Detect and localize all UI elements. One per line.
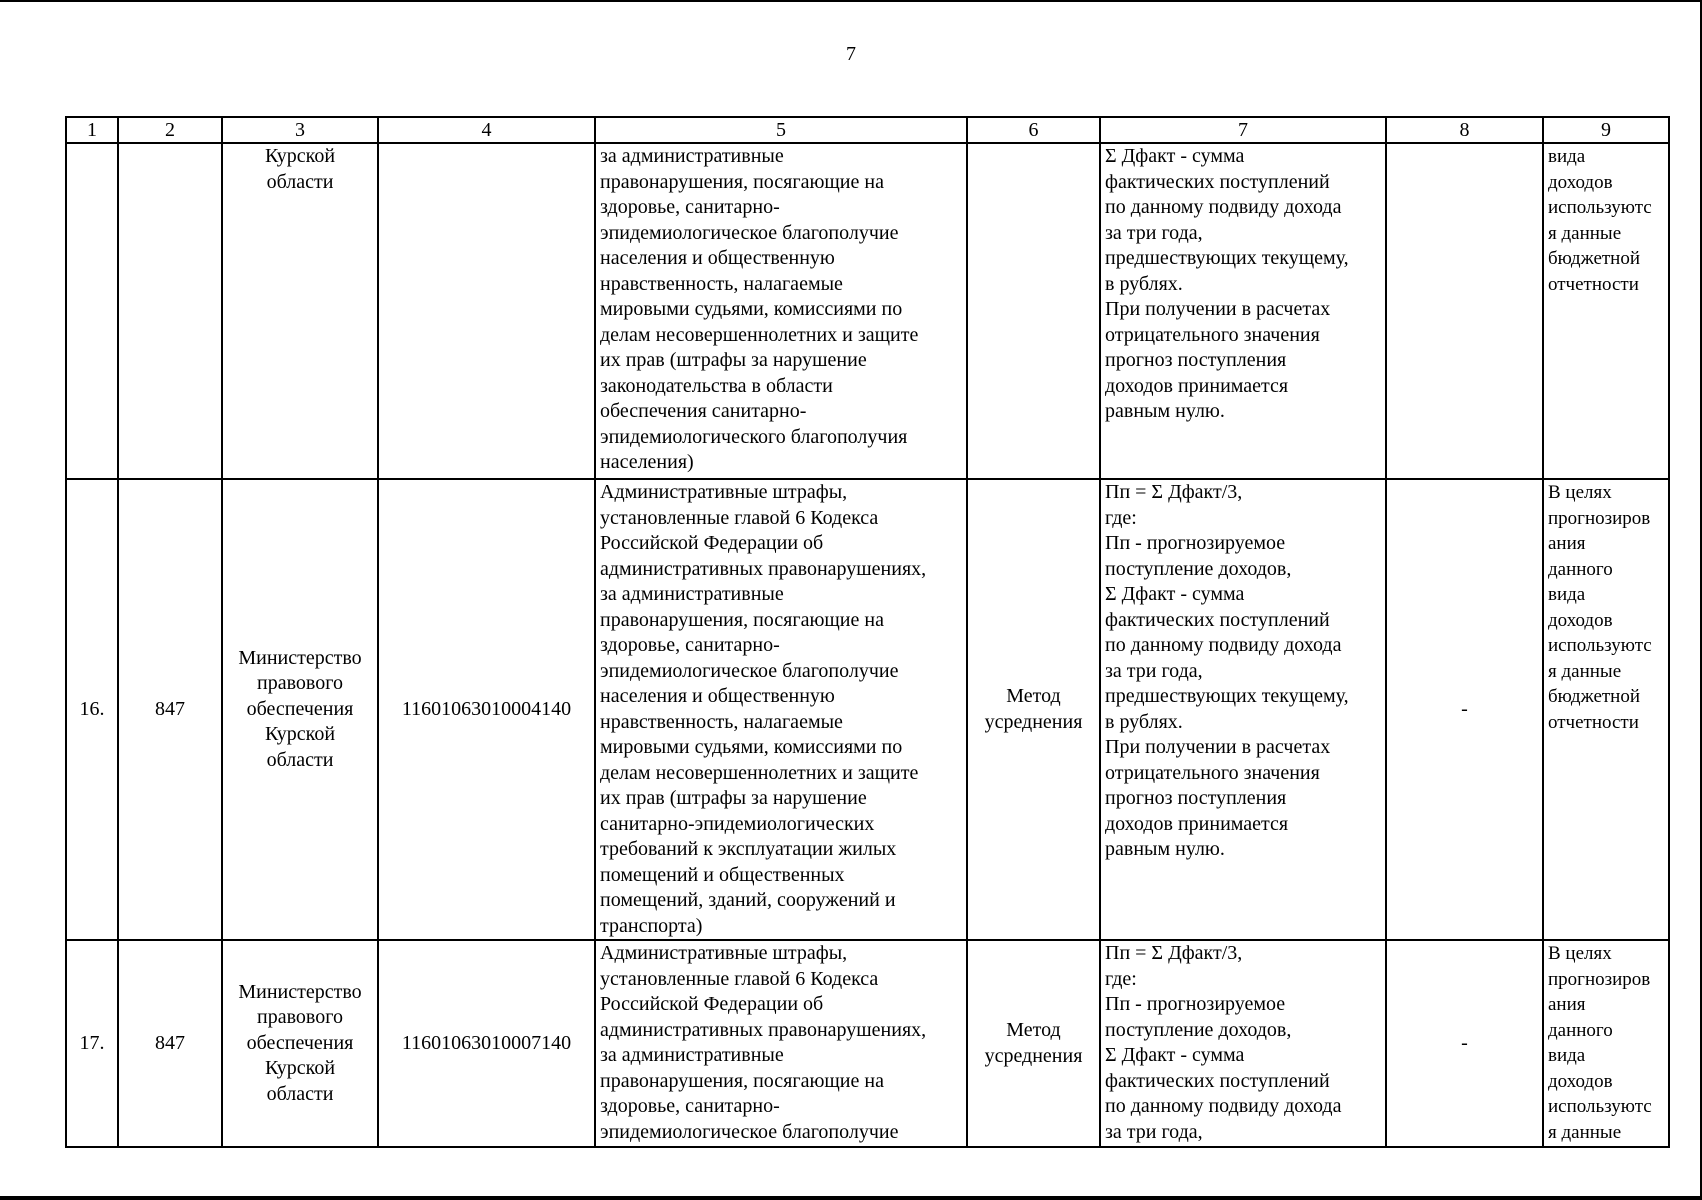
text-line: данного	[1548, 558, 1613, 580]
table-row	[66, 143, 1669, 479]
text-line: административных правонарушениях,	[600, 557, 927, 580]
text-line: транспорта)	[600, 914, 703, 937]
text-line: по данному подвиду дохода	[1105, 196, 1342, 218]
text-line: Пп = Σ Дфакт/3,	[1105, 942, 1243, 964]
text-line: за три года,	[1105, 221, 1203, 244]
text-line: усреднения	[984, 1044, 1083, 1067]
text-line: фактических поступлений	[1105, 608, 1330, 631]
text-line: мировыми судьями, комиссиями по	[600, 736, 903, 758]
page-number: 7	[846, 43, 856, 65]
text-line: за три года,	[1105, 659, 1203, 682]
text-line: я данные	[1548, 222, 1622, 244]
text-line: При получении в расчетах	[1105, 298, 1331, 320]
admin-code-cell: 847	[118, 940, 222, 1147]
text-line: я данные	[1548, 1121, 1622, 1143]
text-line: Пп = Σ Дфакт/3,	[1105, 481, 1243, 503]
text-line: прогноз поступления	[1105, 787, 1287, 809]
text-line: Σ Дфакт - сумма	[1105, 145, 1245, 167]
text-line: отчетности	[1548, 273, 1639, 295]
text-line: доходов	[1548, 171, 1613, 193]
text-line: предшествующих текущему,	[1105, 247, 1349, 269]
text-line: доходов принимается	[1105, 374, 1289, 397]
text-line: Σ Дфакт - сумма	[1105, 583, 1245, 605]
text-line: нравственность, налагаемые	[600, 710, 843, 733]
row-number-cell	[66, 143, 118, 479]
text-line: в рублях.	[1105, 710, 1183, 733]
text-line: используютс	[1548, 1096, 1652, 1117]
text-line: правонарушения, посягающие на	[600, 170, 884, 193]
text-line: Курской	[264, 145, 336, 167]
admin-code-cell: 847	[118, 479, 222, 940]
text-line: усреднения	[984, 710, 1083, 733]
kbk-cell	[378, 143, 595, 479]
text-line: поступление доходов,	[1105, 1018, 1292, 1041]
text-line: данного	[1548, 1019, 1613, 1041]
text-line: в рублях.	[1105, 272, 1183, 295]
text-line: равным нулю.	[1105, 400, 1225, 422]
text-line: правонарушения, посягающие на	[600, 608, 884, 631]
method-cell	[967, 479, 1100, 940]
revenue-name-cell	[595, 940, 967, 1147]
text-line: Σ Дфакт - сумма	[1105, 1044, 1245, 1066]
text-line: их прав (штрафы за нарушение	[600, 349, 867, 371]
text-line: вида	[1548, 146, 1586, 167]
text-line: за административные	[600, 583, 784, 605]
note-cell	[1543, 479, 1669, 940]
text-line: населения)	[600, 451, 694, 473]
text-line: Административные штрафы,	[600, 481, 848, 503]
text-line: за административные	[600, 1044, 784, 1066]
text-line: за три года,	[1105, 1120, 1203, 1143]
text-line: их прав (штрафы за нарушение	[600, 787, 867, 809]
header-cell: 1	[66, 117, 118, 143]
table-row	[66, 479, 1669, 940]
text-line: я данные	[1548, 660, 1622, 682]
text-line: обеспечения санитарно-	[600, 400, 807, 422]
text-line: Российской Федерации об	[600, 993, 824, 1015]
page-bottom-border	[0, 1196, 1702, 1200]
text-line: отрицательного значения	[1105, 761, 1320, 784]
text-line: отрицательного значения	[1105, 323, 1320, 346]
text-line: прогнозиров	[1548, 507, 1651, 529]
text-line: области	[266, 748, 334, 771]
text-line: области	[266, 170, 334, 193]
row-number-cell: 17.	[66, 940, 118, 1147]
text-line: здоровье, санитарно-	[600, 1095, 780, 1117]
header-cell: 2	[118, 117, 222, 143]
method-cell	[967, 940, 1100, 1147]
text-line: за административные	[600, 145, 784, 167]
text-line: обеспечения	[246, 1031, 354, 1054]
text-line: ания	[1548, 533, 1586, 554]
org-cell	[222, 143, 378, 479]
formula-cell	[1100, 479, 1386, 940]
text-line: доходов	[1548, 609, 1613, 631]
text-line: обеспечения	[246, 697, 354, 720]
text-line: Курской	[264, 723, 336, 746]
text-line: отчетности	[1548, 711, 1639, 733]
col8-cell	[1386, 143, 1543, 479]
revenue-name-cell	[595, 479, 967, 940]
text-line: Метод	[1006, 1019, 1061, 1041]
text-line: установленные главой 6 Кодекса	[600, 967, 879, 990]
text-line: здоровье, санитарно-	[600, 634, 780, 656]
text-line: Российской Федерации об	[600, 532, 824, 554]
text-line: нравственность, налагаемые	[600, 272, 843, 295]
text-line: правонарушения, посягающие на	[600, 1069, 884, 1092]
org-cell	[222, 940, 378, 1147]
text-line: где:	[1105, 506, 1137, 529]
header-cell: 8	[1386, 117, 1543, 143]
col8-cell: -	[1386, 479, 1543, 940]
text-line: законодательства в области	[600, 374, 833, 397]
text-line: вида	[1548, 1045, 1586, 1066]
header-cell: 6	[967, 117, 1100, 143]
revenue-name-cell	[595, 143, 967, 479]
text-line: прогнозиров	[1548, 968, 1651, 990]
text-line: требований к эксплуатации жилых	[600, 838, 897, 860]
header-cell: 7	[1100, 117, 1386, 143]
text-line: Министерство	[238, 646, 362, 669]
text-line: санитарно-эпидемиологических	[600, 812, 875, 835]
org-cell	[222, 479, 378, 940]
text-line: фактических поступлений	[1105, 1069, 1330, 1092]
page-top-border	[0, 0, 1702, 2]
text-line: эпидемиологическое благополучие	[600, 1120, 899, 1143]
text-line: населения и общественную	[600, 247, 835, 269]
header-cell: 3	[222, 117, 378, 143]
text-line: эпидемиологического благополучия	[600, 425, 908, 448]
kbk-cell: 11601063010004140	[378, 479, 595, 940]
header-cell: 9	[1543, 117, 1669, 143]
text-line: области	[266, 1082, 334, 1105]
text-line: здоровье, санитарно-	[600, 196, 780, 218]
text-line: помещений, зданий, сооружений и	[600, 889, 896, 911]
text-line: мировыми судьями, комиссиями по	[600, 298, 903, 320]
formula-cell	[1100, 143, 1386, 479]
text-line: Курской	[264, 1057, 336, 1080]
text-line: прогноз поступления	[1105, 349, 1287, 371]
text-line: фактических поступлений	[1105, 170, 1330, 193]
text-line: Пп - прогнозируемое	[1105, 993, 1286, 1015]
text-line: используютс	[1548, 197, 1652, 218]
text-line: делам несовершеннолетних и защите	[600, 761, 919, 784]
text-line: Пп - прогнозируемое	[1105, 532, 1286, 554]
header-cell: 4	[378, 117, 595, 143]
revenue-forecast-table	[65, 116, 1670, 1148]
col8-cell: -	[1386, 940, 1543, 1147]
header-cell: 5	[595, 117, 967, 143]
text-line: эпидемиологическое благополучие	[600, 221, 899, 244]
table-row	[66, 940, 1669, 1147]
text-line: помещений и общественных	[600, 863, 845, 886]
note-cell	[1543, 940, 1669, 1147]
text-line: ания	[1548, 994, 1586, 1015]
text-line: делам несовершеннолетних и защите	[600, 323, 919, 346]
text-line: населения и общественную	[600, 685, 835, 707]
method-cell	[967, 143, 1100, 479]
text-line: правового	[257, 672, 343, 695]
text-line: используютс	[1548, 635, 1652, 656]
text-line: правового	[257, 1006, 343, 1029]
table-header-row	[66, 117, 1669, 143]
text-line: бюджетной	[1548, 248, 1641, 269]
text-line: где:	[1105, 967, 1137, 990]
text-line: по данному подвиду дохода	[1105, 634, 1342, 656]
text-line: В целях	[1548, 482, 1612, 503]
row-number-cell: 16.	[66, 479, 118, 940]
text-line: бюджетной	[1548, 686, 1641, 707]
text-line: вида	[1548, 584, 1586, 605]
text-line: равным нулю.	[1105, 838, 1225, 860]
admin-code-cell	[118, 143, 222, 479]
text-line: Метод	[1006, 685, 1061, 707]
text-line: При получении в расчетах	[1105, 736, 1331, 758]
formula-cell	[1100, 940, 1386, 1147]
text-line: установленные главой 6 Кодекса	[600, 506, 879, 529]
text-line: доходов	[1548, 1070, 1613, 1092]
text-line: доходов принимается	[1105, 812, 1289, 835]
text-line: Административные штрафы,	[600, 942, 848, 964]
text-line: поступление доходов,	[1105, 557, 1292, 580]
text-line: эпидемиологическое благополучие	[600, 659, 899, 682]
kbk-cell: 11601063010007140	[378, 940, 595, 1147]
text-line: предшествующих текущему,	[1105, 685, 1349, 707]
note-cell	[1543, 143, 1669, 479]
text-line: Министерство	[238, 980, 362, 1003]
text-line: административных правонарушениях,	[600, 1018, 927, 1041]
text-line: по данному подвиду дохода	[1105, 1095, 1342, 1117]
text-line: В целях	[1548, 943, 1612, 964]
